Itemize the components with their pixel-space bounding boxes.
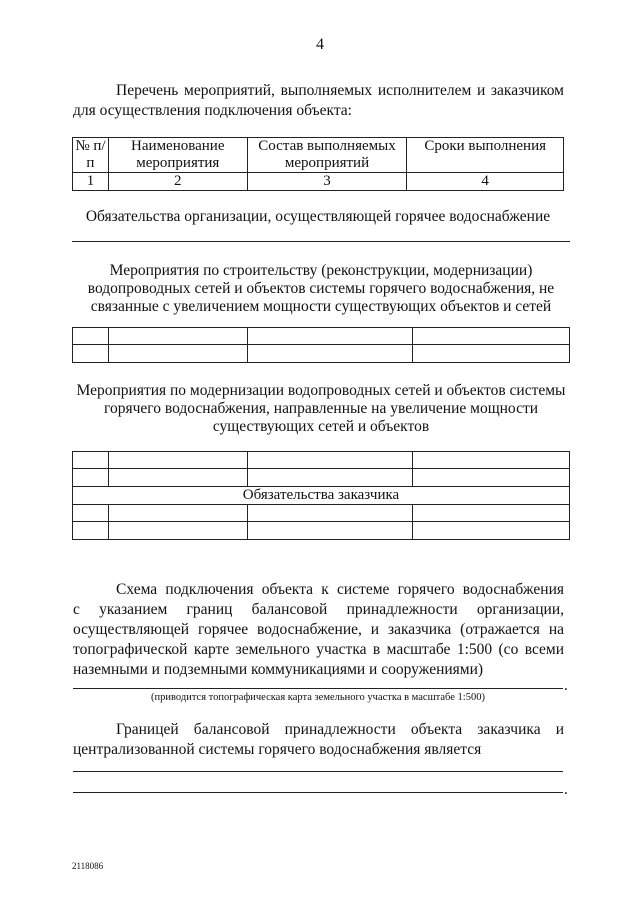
- scheme-note: (приводится топографическая карта земельного участка в масштабе 1:500): [151, 692, 485, 703]
- boundary-line-2: централизованной системы горячего водоснабжения является: [73, 741, 482, 758]
- scheme-line-4: топографической карте земельного участка в масштабе 1:500 (со всеми: [73, 641, 564, 658]
- boundary-fill-line-1: [73, 771, 563, 772]
- boundary-line-1: Границей балансовой принадлежности объекта заказчика и: [116, 721, 564, 738]
- table-row: [73, 469, 570, 487]
- scheme-line-3: осуществляющей горячее водоснабжение, и заказчика (отражается на: [73, 621, 564, 638]
- table-row: [73, 328, 570, 345]
- measures-table: [72, 137, 564, 191]
- intro-line-2: для осуществления подключения объекта:: [73, 102, 352, 119]
- scheme-line-5: наземными и подземными коммуникациями и сооружениями): [73, 661, 484, 678]
- scheme-line-2: с указанием границ балансовой принадлежности организации,: [73, 601, 564, 618]
- section2-table: [72, 451, 570, 540]
- col-number-3: 3: [247, 173, 407, 191]
- section1-line-3: связанные с увеличением мощности существующих объектов и сетей: [90, 298, 552, 315]
- document-id: 2118086: [72, 861, 104, 871]
- section2-line-2: горячего водоснабжения, направленные на увеличение мощности: [103, 400, 539, 417]
- page-number: 4: [316, 36, 324, 53]
- boundary-fill-line-2: [73, 792, 563, 793]
- table-row: [73, 522, 570, 540]
- section1-table: [72, 327, 570, 363]
- col-number-4: 4: [407, 173, 564, 191]
- header-name: Наименование мероприятия: [108, 138, 247, 173]
- col-number-2: 2: [108, 173, 247, 191]
- header-terms: Сроки выполнения: [407, 138, 564, 173]
- customer-obligations-heading: Обязательства заказчика: [73, 487, 570, 505]
- scheme-line-1: Схема подключения объекта к системе горячего водоснабжения: [116, 581, 564, 598]
- section2-line-1: Мероприятия по модернизации водопроводных сетей и объектов системы: [76, 382, 566, 399]
- section1-line-2: водопроводных сетей и объектов системы горячего водоснабжения, не: [87, 280, 555, 297]
- section2-line-3: существующих сетей и объектов: [212, 418, 430, 435]
- intro-line-1: Перечень мероприятий, выполняемых исполнителем и заказчиком: [116, 82, 564, 99]
- boundary-line-end-dot: .: [564, 781, 568, 798]
- org-obligations-heading: Обязательства организации, осуществляющей горячее водоснабжение: [85, 208, 551, 225]
- col-number-1: 1: [73, 173, 109, 191]
- table-row: [73, 452, 570, 469]
- table-header-row: [73, 138, 564, 173]
- header-composition: Состав выполняемых мероприятий: [247, 138, 407, 173]
- divider-line: [72, 241, 570, 242]
- customer-obligations-row: [73, 487, 570, 505]
- table-row: [73, 505, 570, 522]
- scheme-line-end-dot: .: [564, 677, 568, 694]
- header-number: № п/п: [73, 138, 109, 173]
- table-number-row: [73, 173, 564, 191]
- table-row: [73, 345, 570, 363]
- scheme-fill-line: [73, 688, 563, 689]
- section1-line-1: Мероприятия по строительству (реконструкции, модернизации): [109, 262, 533, 279]
